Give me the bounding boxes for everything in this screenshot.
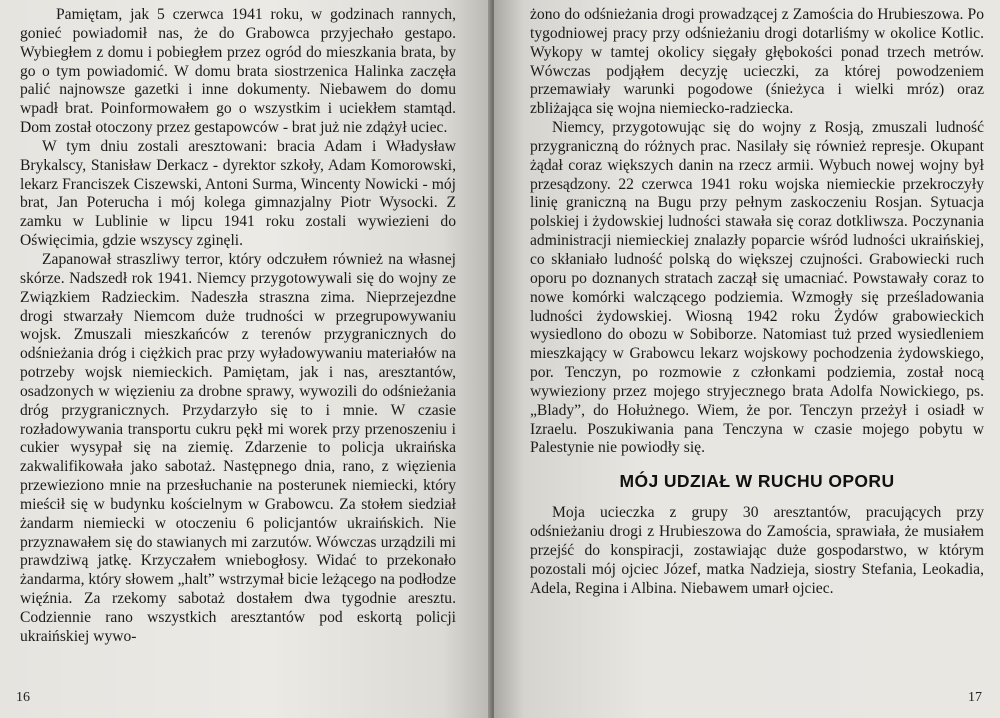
- page-number-left: 16: [16, 690, 30, 705]
- paragraph: W tym dniu zostali aresztowani: bracia Adam i Władysław Brykalscy, Stanisław Derkacz - dyrektor szkoły, Adam Komorowski, lekarz Franciszek Ciszewski, Antoni Surma, Wincenty Nowicki - mój brat, Jan Poterucha i mój kolega gimnazjalny Piotr Wysocki. Z zamku w Lublinie w lipcu 1941 roku zostali wywiezieni do Oświęcimia, gdzie wszyscy zginęli.: [20, 137, 456, 250]
- paragraph: Niemcy, przygotowując się do wojny z Rosją, zmuszali ludność przygraniczną do różnych prac. Nasilały się również represje. Okupant żądał coraz większych danin na rzecz armii. Wybuch nowej wojny był przesądzony. 22 czerwca 1941 roku wojska niemieckie przekroczyły linię graniczną na Bugu przy pełnym zaskoczeniu Rosjan. Sytuacja polskiej i żydowskiej ludności stawała się coraz dotkliwsza. Poczynania administracji niemieckiej znalazły poparcie wśród ludności ukraińskiej, co skłaniało ludność polską do większej czujności. Grabowiecki ruch oporu po doznanych stratach zaczął się umacniać. Powstawały coraz to nowe komórki walczącego podziemia. Wzmogły się prześladowania ludności żydowskiej. Wiosną 1942 roku Żydów grabowieckich wysiedlono do obozu w Sobiborze. Natomiast tuż przed wysiedleniem mieszkający w Grabowcu lekarz wojskowy pochodzenia żydowskiego, por. Tenczyn, po rozmowie z członkami podziemia, został nocą wywieziony przez mojego stryjecznego brata Adolfa Nowickiego, ps. „Blady”, do Hołużnego. Wiem, że por. Tenczyn przeżył i osiadł w Izraelu. Poszukiwania pana Tenczyna w czasie mojego pobytu w Palestynie nie powiodły się.: [530, 119, 984, 457]
- section-heading: MÓJ UDZIAŁ W RUCHU OPORU: [619, 471, 895, 492]
- paragraph: Pamiętam, jak 5 czerwca 1941 roku, w godzinach rannych, gonieć powiadomił nas, że do Grabowca przyjechało gestapo. Wybiegłem z domu i pobiegłem przez ogród do mieszkania brata, by go o tym powiadomić. W domu brata siostrzenica Halinka zaczęła palić najnowsze gazetki i inne dokumenty. Niebawem do domu wpadł brat. Poinformowałem go o wszystkim i uciekłem stamtąd. Dom został otoczony przez gestapowców - brat już nie zdążył uciec.: [20, 6, 456, 137]
- left-page: [0, 0, 492, 718]
- right-page-text: [530, 6, 984, 598]
- right-page: [494, 0, 1000, 718]
- page-number-right: 17: [968, 690, 982, 705]
- paragraph: Moja ucieczka z grupy 30 aresztantów, pracujących przy odśnieżaniu drogi z Hrubieszowa do Zamościa, sprawiała, że musiałem przejść do konspiracji, zostawiając duże gospodarstwo, w którym pozostali mój ojciec Józef, matka Nadzieja, siostry Stefania, Leokadia, Adela, Regina i Albina. Niebawem umarł ojciec.: [530, 504, 984, 597]
- left-page-text: [20, 6, 456, 647]
- paragraph: Zapanował straszliwy terror, który odczułem również na własnej skórze. Nadszedł rok 1941. Niemcy przygotowywali się do wojny ze Związkiem Radzieckim. Nadeszła straszna zima. Nieprzejezdne drogi stwarzały Niemcom duże trudności w przegrupowywaniu wojsk. Zmuszali mieszkańców z terenów przygranicznych do odśnieżania dróg i ciężkich prac przy wyładowywaniu materiałów na potrzeby wojsk niemieckich. Pamiętam, jak i nas, aresztantów, osadzonych w więzieniu za drobne sprawy, wywozili do odśnieżania dróg przygranicznych. Przydarzyło się to i mnie. W czasie rozładowywania transportu cukru pękł mi worek przy przenoszeniu i cukier wysypał się na ziemię. Zdarzenie to policja ukraińska zakwalifikowała jako sabotaż. Następnego dnia, rano, z więzienia przewieziono mnie na przesłuchanie na posterunek niemiecki, który mieścił się w budynku kościelnym w Grabowcu. Za stołem siedział żandarm niemiecki w otoczeniu 6 policjantów ukraińskich. Nie przyznawałem się do stawianych mi zarzutów. Wówczas urządzili mi prawdziwą jatkę. Krzyczałem wniebogłosy. Widać to przekonało żandarma, który słowem „halt” wstrzymał bicie leżącego na podłodze więźnia. Za rzekomy sabotaż dostałem dwa tygodnie aresztu. Codziennie rano wszystkich aresztantów pod eskortą policji ukraińskiej wywo-: [20, 250, 457, 645]
- paragraph: żono do odśnieżania drogi prowadzącej z Zamościa do Hrubieszowa. Po tygodniowej pracy przy odśnieżaniu drogi dotarliśmy w okolice Kotlic. Wykopy w tamtej okolicy sięgały głębokości ponad trzech metrów. Wówczas podjąłem decyzję ucieczki, za której powodzeniem przemawiały warunki pogodowe (śnieżyca i wielki mróz) oraz zbliżająca się wojna niemiecko-radziecka.: [530, 6, 984, 118]
